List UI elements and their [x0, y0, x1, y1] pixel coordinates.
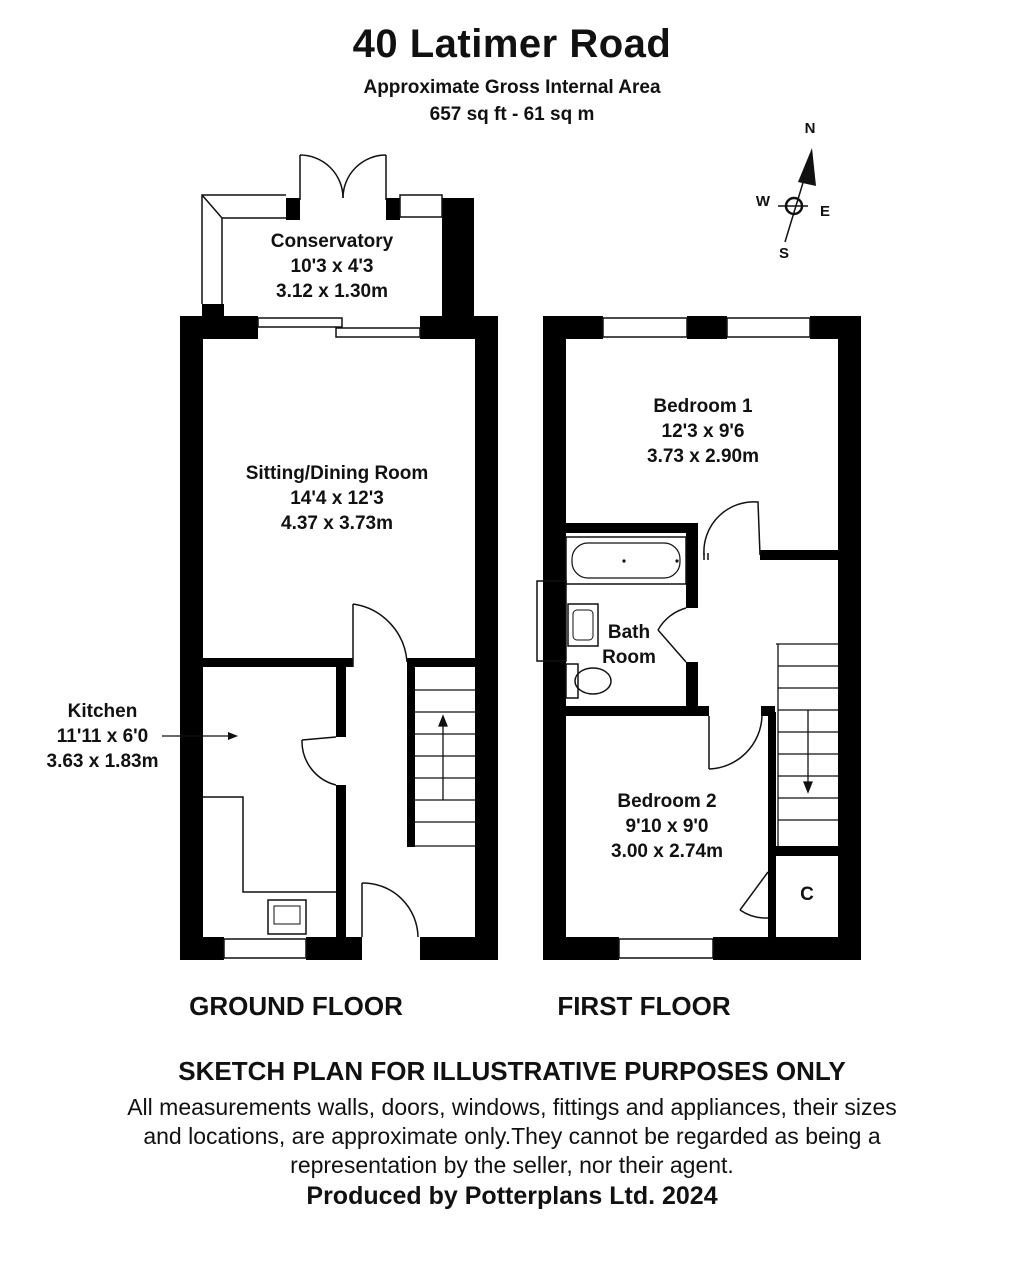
- area-value: 657 sq ft - 61 sq m: [429, 104, 595, 125]
- stair-top-wall: [407, 658, 475, 667]
- disclaimer-title: SKETCH PLAN FOR ILLUSTRATIVE PURPOSES ONLY: [178, 1056, 846, 1086]
- wc-cistern: [566, 664, 578, 698]
- kitchen-worktop: [203, 797, 336, 892]
- bath-top-wall: [566, 523, 698, 533]
- first-bottom-wall-left: [543, 937, 619, 960]
- conservatory-label: [232, 229, 432, 304]
- room-name: Conservatory: [270, 231, 394, 252]
- front-door-swing: [362, 883, 418, 937]
- cupboard-door-leaf: [740, 872, 768, 910]
- page-title: 40 Latimer Road: [352, 22, 672, 66]
- bedroom2-right-wall: [768, 712, 776, 937]
- conservatory-post-bottom: [202, 304, 224, 318]
- ground-bottom-wall-left: [180, 937, 224, 960]
- bath-bottom-wall: [566, 706, 709, 716]
- cupboard-label: C: [800, 884, 814, 905]
- bedroom2-window: [619, 939, 713, 958]
- bathroom-label: [593, 620, 665, 670]
- ground-right-wall: [475, 316, 498, 960]
- bedroom1-label: [603, 394, 803, 469]
- room-metric: 3.73 x 2.90m: [647, 446, 759, 467]
- disclaimer-line-3: representation by the seller, nor their agent.: [290, 1152, 734, 1178]
- compass-e-label: E: [819, 203, 830, 220]
- kitchen-label: [30, 699, 175, 774]
- compass-n-label: N: [804, 120, 816, 137]
- door-swing: [353, 604, 407, 662]
- sliding-door-right: [336, 328, 420, 337]
- area-subtitle: Approximate Gross Internal Area: [363, 77, 661, 98]
- first-stairs: [776, 644, 838, 846]
- stair-side-wall: [407, 667, 415, 847]
- kitchen-door-leaf: [302, 737, 336, 740]
- ground-top-wall-left: [180, 316, 258, 339]
- wc-bowl: [575, 668, 611, 694]
- bath-right-wall-upper: [686, 523, 698, 608]
- kitchen-window: [224, 939, 306, 958]
- room-imperial: 10'3 x 4'3: [290, 256, 374, 277]
- room-metric: 3.63 x 1.83m: [46, 751, 159, 772]
- room-name-line2: Room: [602, 647, 656, 668]
- room-imperial: 11'11 x 6'0: [56, 726, 149, 747]
- conservatory-glazing-corner: [202, 195, 222, 218]
- disclaimer-line-2: and locations, are approximate only.They cannot be regarded as being a: [143, 1123, 881, 1149]
- ground-bottom-wall-mid: [306, 937, 362, 960]
- room-name: Bedroom 1: [653, 396, 753, 417]
- ground-floor-plan: [162, 316, 498, 960]
- bath-right-wall-lower: [686, 662, 698, 712]
- room-name: Bedroom 2: [617, 791, 717, 812]
- conservatory-right-wall: [442, 198, 474, 316]
- conservatory-post-right: [386, 198, 400, 220]
- ground-bottom-wall-right: [420, 937, 498, 960]
- compass-rose: [778, 148, 816, 242]
- cupboard-door-swing: [740, 910, 768, 918]
- room-name: Kitchen: [67, 701, 138, 722]
- bath-basin: [572, 543, 680, 578]
- first-top-wall-a: [543, 316, 603, 339]
- first-floor-label: FIRST FLOOR: [557, 991, 731, 1021]
- cupboard-top-wall: [776, 846, 838, 856]
- compass-north-arrow: [798, 148, 816, 186]
- disclaimer-line-1: All measurements walls, doors, windows, fittings and appliances, their sizes: [127, 1094, 897, 1120]
- bedroom1-door: [704, 502, 760, 555]
- room-metric: 4.37 x 3.73m: [281, 513, 393, 534]
- ground-floor-label: GROUND FLOOR: [189, 991, 403, 1021]
- conservatory-glazing-right: [400, 195, 442, 217]
- french-door-left-swing: [300, 155, 343, 198]
- ground-top-wall-right: [420, 316, 498, 339]
- bedroom1-window-left: [603, 318, 687, 337]
- first-top-wall-c: [810, 316, 861, 339]
- room-imperial: 9'10 x 9'0: [625, 816, 709, 837]
- conservatory-post-left: [286, 198, 300, 220]
- ground-stairs: [415, 690, 475, 846]
- compass-s-label: S: [778, 245, 789, 262]
- compass-w-label: W: [755, 193, 771, 210]
- hall-wall-lower: [336, 785, 346, 937]
- room-imperial: 14'4 x 12'3: [290, 488, 384, 509]
- kitchen-door-swing: [302, 740, 336, 785]
- room-metric: 3.12 x 1.30m: [276, 281, 388, 302]
- ground-left-wall: [180, 316, 203, 960]
- producer-credit: Produced by Potterplans Ltd. 2024: [306, 1182, 718, 1210]
- landing-wall: [760, 550, 838, 560]
- sitting-room-label: [212, 461, 462, 536]
- first-left-wall: [543, 316, 566, 960]
- first-bottom-wall-right: [713, 937, 861, 960]
- bedroom2-door-swing: [709, 716, 762, 769]
- hall-wall-upper: [336, 667, 346, 737]
- room-metric: 3.00 x 2.74m: [611, 841, 723, 862]
- room-name-line1: Bath: [607, 622, 651, 643]
- first-right-wall: [838, 316, 861, 960]
- sliding-door-left: [258, 318, 342, 327]
- room-name: Sitting/Dining Room: [245, 463, 429, 484]
- kitchen-pointer-arrow: [228, 732, 238, 740]
- bedroom1-window-right: [727, 318, 810, 337]
- first-top-wall-b: [687, 316, 727, 339]
- kitchen-top-wall: [203, 658, 353, 667]
- room-imperial: 12'3 x 9'6: [661, 421, 745, 442]
- french-door-right-swing: [343, 155, 386, 198]
- bedroom2-label: [567, 789, 767, 864]
- sink-bowl: [274, 906, 300, 924]
